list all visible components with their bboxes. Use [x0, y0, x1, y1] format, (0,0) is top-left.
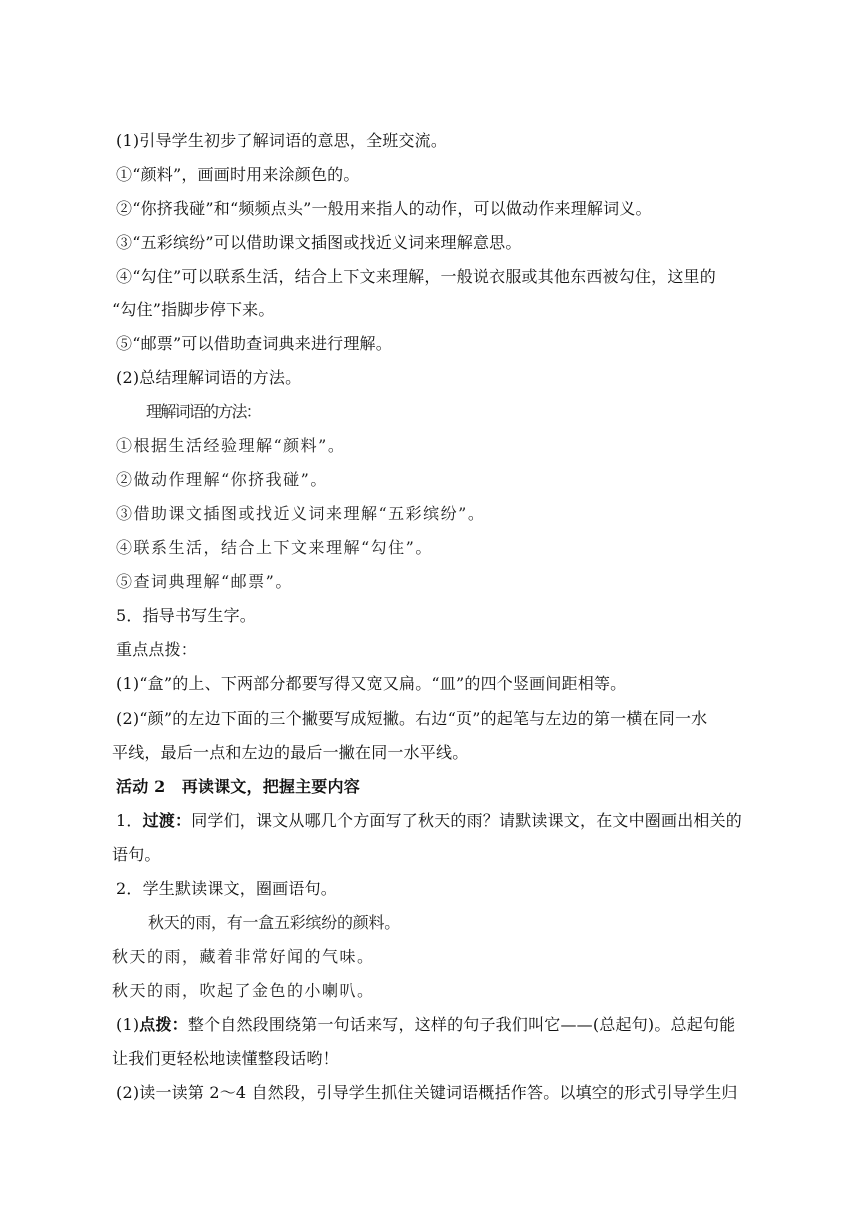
step-1-text: 同学们，课文从哪几个方面写了秋天的雨？请默读课文，在文中圈画出相关的	[191, 811, 743, 830]
key-point-2-line1: (2)“颜”的左边下面的三个撇要写成短撇。右边“页”的起笔与左边的第一横在同一水	[116, 709, 708, 728]
paragraph-item-d-line2: “勾住”指脚步停下来。	[112, 300, 275, 319]
quote-1: 秋天的雨，有一盒五彩缤纷的颜料。	[148, 913, 401, 932]
paragraph-item-c: ③“五彩缤纷”可以借助课文插图或找近义词来理解意思。	[116, 233, 522, 252]
activity-2-step-2: 2．学生默读课文，圈画语句。	[116, 879, 337, 898]
key-point-2-line2: 平线，最后一点和左边的最后一撇在同一水平线。	[112, 743, 469, 762]
method-item-3: ③借助课文插图或找近义词来理解“五彩缤纷”。	[116, 504, 486, 523]
tip-label: 点拨：	[139, 1015, 188, 1034]
activity-2-step-1-line2: 语句。	[112, 845, 161, 864]
activity-2-point-1-line1	[116, 1015, 786, 1035]
key-point-1: (1)“盒”的上、下两部分都要写得又宽又扁。“皿”的四个竖画间距相等。	[116, 674, 627, 693]
step-1-number: 1．	[116, 811, 143, 830]
activity-2-step-1-line1	[116, 811, 786, 831]
method-item-2: ②做动作理解“你挤我碰”。	[116, 470, 328, 489]
activity-2-point-1-line2: 让我们更轻松地读懂整段话哟！	[112, 1049, 339, 1068]
key-points-label: 重点点拨：	[116, 640, 198, 659]
quote-3: 秋天的雨，吹起了金色的小喇叭。	[112, 981, 375, 1000]
method-item-1: ①根据生活经验理解“颜料”。	[116, 436, 346, 455]
paragraph-item-a: ①“颜料”，画画时用来涂颜色的。	[116, 165, 360, 184]
method-item-5: ⑤查词典理解“邮票”。	[116, 572, 293, 591]
paragraph-step-1: (1)引导学生初步了解词语的意思，全班交流。	[116, 131, 448, 150]
step-5-heading: 5．指导书写生字。	[116, 606, 256, 625]
method-item-4: ④联系生活，结合上下文来理解“勾住”。	[116, 538, 433, 557]
paragraph-item-b: ②“你挤我碰”和“频频点头”一般用来指人的动作，可以做动作来理解词义。	[116, 199, 652, 218]
quote-2: 秋天的雨，藏着非常好闻的气味。	[112, 947, 375, 966]
point-1-number: (1)	[116, 1015, 140, 1034]
paragraph-item-e: ⑤“邮票”可以借助查词典来进行理解。	[116, 334, 392, 353]
transition-label: 过渡：	[142, 811, 192, 830]
activity-2-point-2-line1: (2)读一读第 2～4 自然段，引导学生抓住关键词语概括作答。以填空的形式引导学生归	[116, 1083, 738, 1102]
point-1-text: 整个自然段围绕第一句话来写，这样的句子我们叫它——(总起句)。总起句能	[187, 1015, 736, 1034]
paragraph-item-d-line1: ④“勾住”可以联系生活，结合上下文来理解，一般说衣服或其他东西被勾住，这里的	[116, 267, 716, 286]
methods-title: 理解词语的方法：	[146, 402, 261, 421]
activity-2-title: 活动 2 再读课文，把握主要内容	[116, 777, 360, 796]
paragraph-step-2: (2)总结理解词语的方法。	[116, 368, 302, 387]
